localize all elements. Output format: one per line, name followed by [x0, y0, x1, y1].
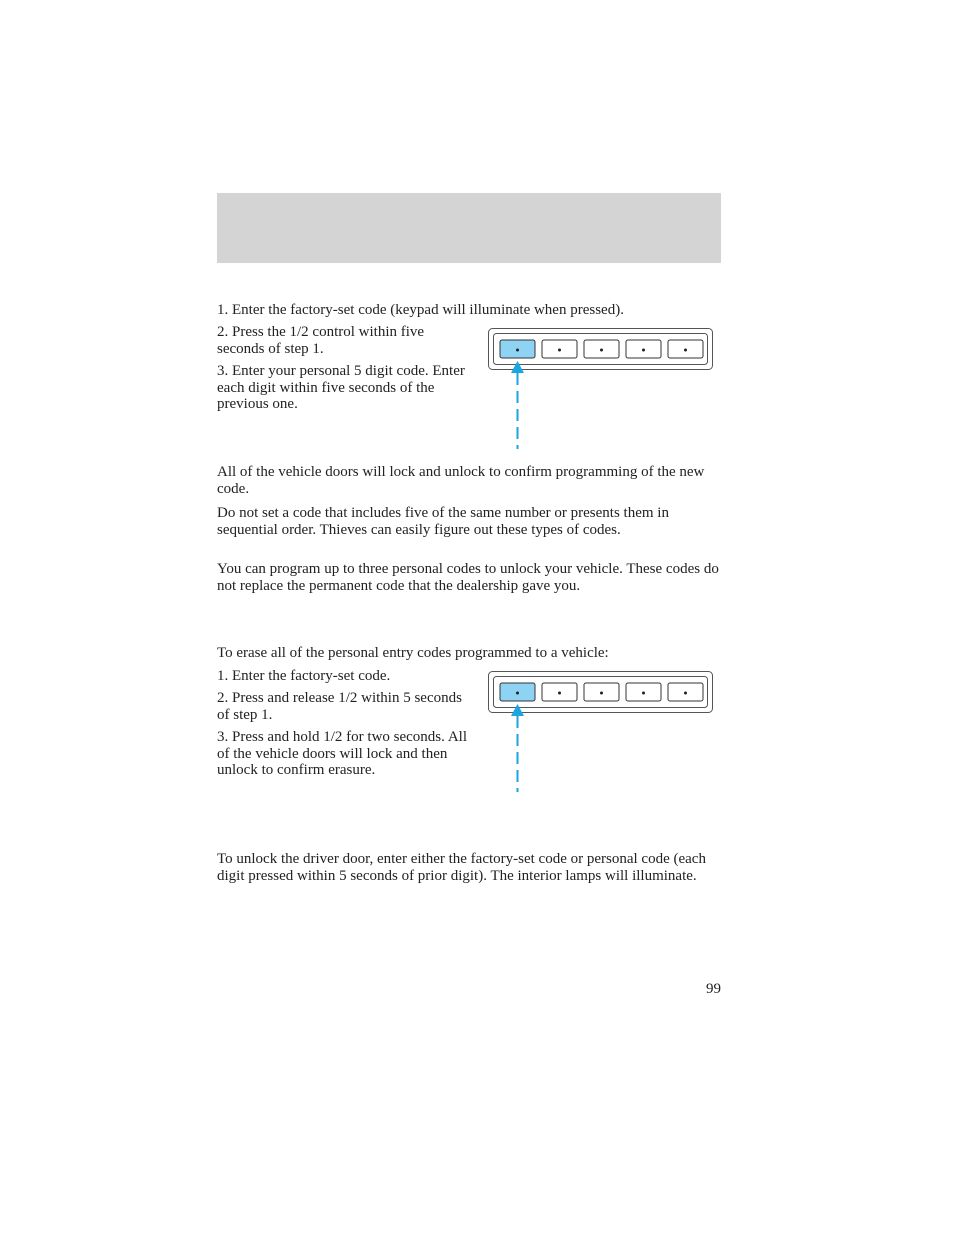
- program-step-3: 3. Enter your personal 5 digit code. Enter each digit within five seconds of the previous one.: [217, 363, 465, 412]
- program-step-1: 1. Enter the factory-set code (keypad will illuminate when pressed).: [217, 302, 624, 318]
- code-limit-note: You can program up to three personal codes to unlock your vehicle. These codes do not replace the permanent code that the dealership gave you.: [217, 561, 719, 594]
- code-warning: Do not set a code that includes five of the same number or presents them in sequential order. Thieves can easily figure out these types of codes.: [217, 505, 669, 538]
- erase-intro: To erase all of the personal entry codes programmed to a vehicle:: [217, 645, 609, 661]
- erase-step-3: 3. Press and hold 1/2 for two seconds. All of the vehicle doors will lock and then unlock to confirm erasure.: [217, 729, 467, 778]
- unlock-instructions: To unlock the driver door, enter either the factory-set code or personal code (each digit pressed within 5 seconds of prior digit). The interior lamps will illuminate.: [217, 851, 706, 884]
- program-step-2: 2. Press the 1/2 control within five seconds of step 1.: [217, 324, 425, 357]
- page-number: 99: [706, 981, 721, 997]
- keypad-illustration-program: [488, 328, 713, 370]
- keypad-illustration-erase: [488, 671, 713, 713]
- erase-step-1: 1. Enter the factory-set code.: [217, 668, 391, 684]
- section-header-bar: [217, 193, 721, 263]
- confirm-note: All of the vehicle doors will lock and unlock to confirm programming of the new code.: [217, 464, 705, 497]
- erase-step-2: 2. Press and release 1/2 within 5 seconds of step 1.: [217, 690, 462, 723]
